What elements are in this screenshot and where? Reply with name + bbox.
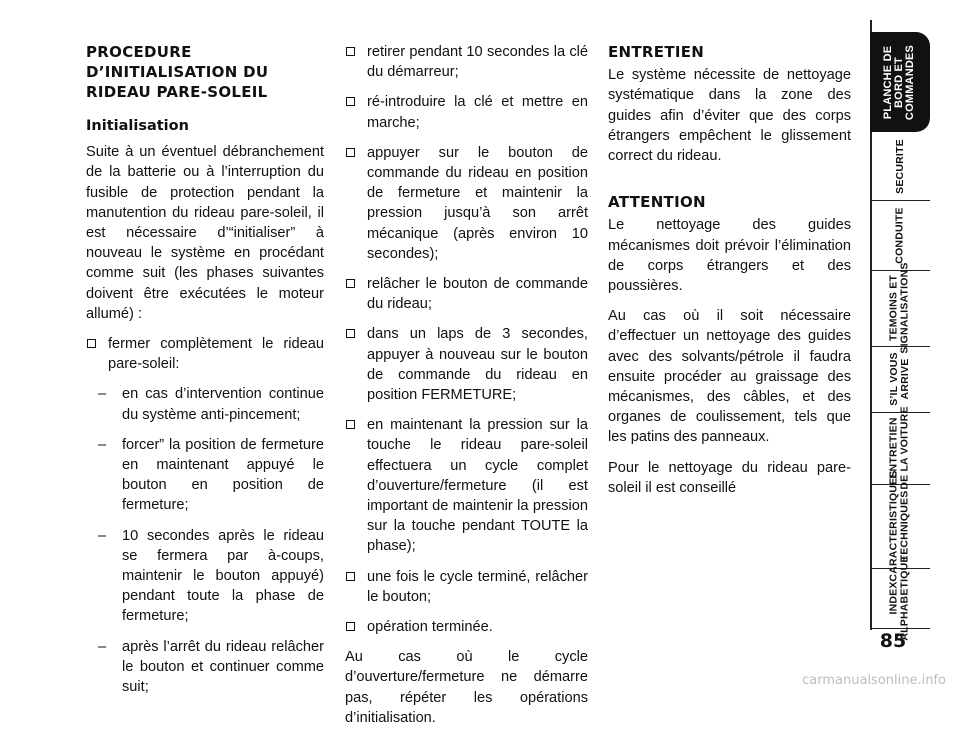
list-item-text: retirer pendant 10 secondes la clé du démarreur; (367, 44, 588, 81)
step-list (345, 42, 588, 637)
list-item (86, 384, 324, 424)
tab-temoins[interactable] (870, 262, 930, 354)
list-item-text: une fois le cycle terminé, relâcher le bouton; (367, 568, 588, 605)
list-item-text: dans un laps de 3 secondes, appuyer à nouveau sur le bouton de commande du rideau en position FERMETURE; (367, 326, 588, 404)
watermark: carmanualsonline.info (802, 673, 946, 688)
entretien-heading: ENTRETIEN (608, 43, 705, 61)
attention-paragraph: Le nettoyage des guides mécanismes doit prévoir l’élimination de corps étrangers et des poussières. (608, 217, 851, 295)
checkbox-bullet-icon (346, 97, 355, 106)
checkbox-bullet-icon (346, 572, 355, 581)
dash-icon: – (98, 638, 107, 655)
tab-label: INDEX ALPHABETIQUE (888, 555, 911, 641)
tab-label: TEMOINS ET SIGNALISATIONS (888, 262, 911, 354)
subsection-title: Initialisation (86, 118, 189, 134)
tab-sil-vous-arrive[interactable] (870, 346, 930, 413)
column-entretien (608, 42, 851, 508)
dash-icon: – (98, 527, 107, 544)
tab-securite[interactable] (870, 132, 930, 201)
title-line: RIDEAU PARE-SOLEIL (86, 83, 268, 101)
checkbox-bullet-icon (346, 329, 355, 338)
list-item (86, 637, 324, 698)
checkbox-bullet-icon (346, 47, 355, 56)
title-line: PROCEDURE (86, 43, 192, 61)
list-item-text: ré-introduire la clé et mettre en marche; (367, 94, 588, 131)
page-number: 85 (879, 630, 907, 652)
tab-conduite[interactable] (870, 200, 930, 271)
tab-label: SECURITE (893, 138, 906, 194)
list-item-text: fermer complètement le rideau pare-soleil: (108, 336, 324, 373)
list-item (345, 567, 588, 607)
tab-label: PLANCHE DE BORD ET COMMANDES (882, 44, 917, 120)
attention-paragraph: Au cas où il soit nécessaire d’effectuer un nettoyage des guides avec des solvants/pétrole il faudra ensuite procéder au graissage des mécanismes, des câbles, et des organes de coulissement, tels que les patins des panneaux. (608, 308, 851, 446)
attention-heading: ATTENTION (608, 193, 706, 212)
list-item-text: 10 secondes après le rideau se fermera par à-coups, maintenir le bouton appuyé) pendant toute la phase de fermeture; (122, 527, 324, 625)
checkbox-bullet-icon (346, 279, 355, 288)
checkbox-bullet-icon (87, 339, 96, 348)
list-item-text: en maintenant la pression sur la touche le rideau pare-soleil effectuera un cycle complet d’ouverture/fermeture (il est important de maintenir la pression sur la touche pendant TOUTE la phase); (367, 417, 588, 555)
title-line: D’INITIALISATION DU (86, 63, 269, 81)
list-item (345, 617, 588, 637)
list-item (86, 435, 324, 516)
tab-label: CONDUITE (893, 206, 906, 264)
checkbox-bullet-icon (346, 420, 355, 429)
list-item (345, 143, 588, 264)
column-initialisation (86, 42, 324, 707)
column-steps (345, 42, 588, 738)
list-item-text: relâcher le bouton de commande du rideau; (367, 276, 588, 313)
list-item (345, 42, 588, 82)
sub-step-list (86, 384, 324, 697)
list-item-text: forcer” la position de fermeture en maintenant appuyé le bouton en position de fermeture; (122, 436, 324, 514)
list-item (345, 415, 588, 556)
tab-label: S’IL VOUS ARRIVE (887, 352, 911, 406)
dash-icon: – (98, 386, 107, 403)
checkbox-bullet-icon (346, 148, 355, 157)
step-list (86, 334, 324, 374)
entretien-paragraph: Le système nécessite de nettoyage systématique dans la zone des guides afin d’éviter que des corps étrangers empêchent le glissement correct du rideau. (608, 67, 851, 165)
list-item-text: opération terminée. (367, 619, 493, 636)
list-item (86, 526, 324, 627)
dash-icon: – (98, 436, 107, 453)
list-item (345, 274, 588, 314)
attention-paragraph: Pour le nettoyage du rideau pare-soleil il est conseillé (608, 459, 851, 496)
list-item-text: après l’arrêt du rideau relâcher le bouton et continuer comme suit; (122, 638, 324, 696)
list-item (86, 334, 324, 374)
tab-label: CARACTERISTIQUES TECHNIQUES (888, 470, 911, 582)
list-item (345, 324, 588, 405)
list-item-text: en cas d’intervention continue du système anti-pincement; (122, 386, 324, 423)
list-item-text: appuyer sur le bouton de commande du rideau en position de fermeture et maintenir la pression jusqu’à son arrêt mécanique (après environ 10 secondes); (367, 144, 588, 262)
list-item (345, 92, 588, 132)
checkbox-bullet-icon (346, 622, 355, 631)
intro-paragraph: Suite à un éventuel débranchement de la batterie ou à l’interruption du fusible de protection pendant la manutention du rideau pare-soleil, il est nécessaire d’“initialiser” à nouveau le système en procédant comme suit (les phases suivantes doivent être exécutées le moteur allumé) : (86, 144, 324, 322)
outro-paragraph: Au cas où le cycle d’ouverture/fermeture ne démarre pas, répéter les opérations d’initialisation. (345, 649, 588, 726)
tab-label: ENTRETIEN DE LA VOITURE (888, 406, 911, 490)
tab-planche-de-bord[interactable] (870, 32, 930, 132)
section-title (86, 42, 324, 102)
